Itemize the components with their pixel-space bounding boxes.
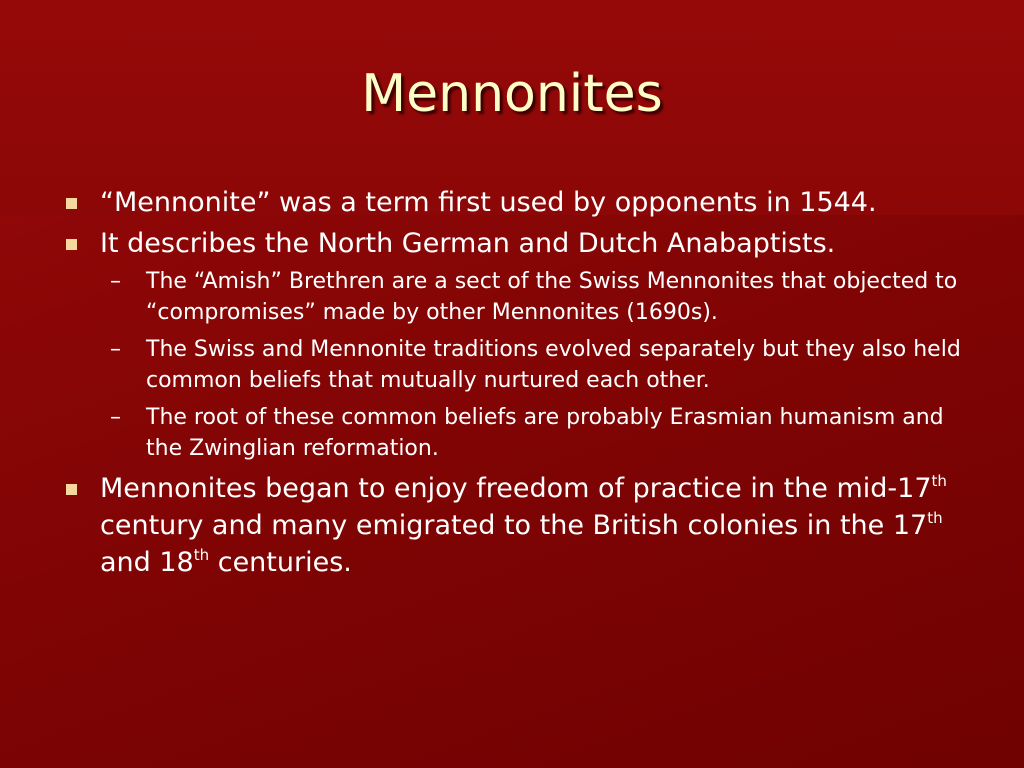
dash-bullet-icon: – — [110, 337, 121, 362]
bullet-item — [64, 184, 984, 221]
dash-bullet-icon: – — [110, 405, 121, 430]
square-bullet-icon — [66, 239, 77, 250]
bullet-text: It describes the North German and Dutch Anabaptists. — [100, 228, 836, 259]
bullet-text-part: and 18 — [100, 547, 194, 578]
slide-content — [64, 184, 984, 585]
ordinal-superscript: th — [931, 472, 947, 490]
sub-bullet-item — [64, 402, 984, 464]
ordinal-superscript: th — [927, 509, 943, 527]
sub-bullet-item — [64, 266, 984, 328]
bullet-text — [100, 473, 947, 578]
slide-title: Mennonites — [361, 64, 663, 124]
sub-bullet-text: The Swiss and Mennonite traditions evolved separately but they also held common beliefs that mutually nurtured each other. — [146, 337, 961, 393]
bullet-text-part: Mennonites began to enjoy freedom of practice in the mid-17 — [100, 473, 932, 504]
ordinal-superscript: th — [193, 546, 210, 564]
bullet-text-part: centuries. — [209, 547, 352, 578]
bullet-text-part: century and many emigrated to the British colonies in the 17 — [100, 510, 928, 541]
sub-bullet-text: The “Amish” Brethren are a sect of the Swiss Mennonites that objected to “compromises” made by other Mennonites (1690s). — [146, 269, 958, 325]
dash-bullet-icon: – — [110, 269, 121, 294]
sub-bullet-item — [64, 334, 984, 396]
bullet-item — [64, 225, 984, 262]
square-bullet-icon — [66, 484, 77, 495]
square-bullet-icon — [66, 198, 77, 209]
bullet-item — [64, 470, 984, 581]
sub-bullet-text: The root of these common beliefs are probably Erasmian humanism and the Zwinglian reformation. — [146, 405, 944, 461]
bullet-text: “Mennonite” was a term first used by opponents in 1544. — [100, 187, 877, 218]
